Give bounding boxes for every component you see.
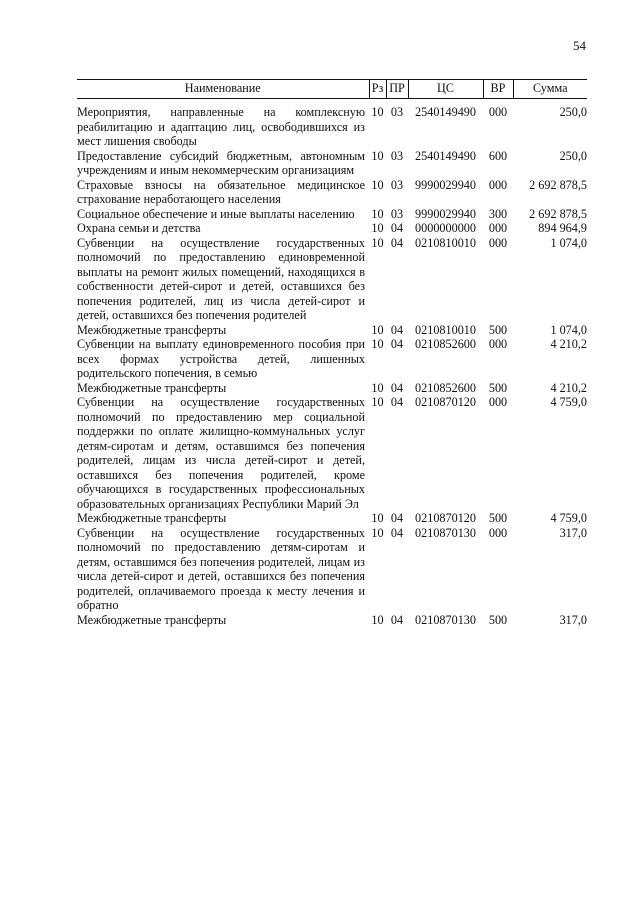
row-cs: 0210870120 <box>415 511 476 525</box>
row-vr: 500 <box>488 322 508 337</box>
row-rz: 10 <box>371 206 384 221</box>
row-vr: 500 <box>488 612 508 627</box>
table-row <box>77 337 587 381</box>
row-cs: 0210852600 <box>415 380 476 395</box>
row-name: Субвенции на осуществление государственных полномочий по предоставлению мер социальной поддержки по оплате жилищно-коммунальных услуг детям-сиротам и детям, оставшимся без попечения родителей, лицам из числа детей-сирот и детей, оставшихся без попечения родителей, кроме обучающихся в государственных профессиональных образовательных организациях Республики Марий Эл <box>77 395 365 511</box>
table-row <box>77 511 587 526</box>
row-vr: 000 <box>488 337 508 351</box>
row-pr: 04 <box>390 221 404 235</box>
row-cs: 0210852600 <box>415 337 476 351</box>
row-pr: 04 <box>390 511 404 525</box>
row-pr: 04 <box>390 235 404 250</box>
table-row <box>77 149 587 178</box>
row-name: Межбюджетные трансферты <box>77 380 227 395</box>
row-pr: 04 <box>390 525 404 540</box>
row-sum: 317,0 <box>559 525 587 540</box>
header-rz: Рз <box>369 80 386 99</box>
row-cs: 9990029940 <box>415 206 476 221</box>
header-cs: ЦС <box>408 80 483 99</box>
row-rz: 10 <box>371 148 384 163</box>
row-sum: 317,0 <box>559 612 587 627</box>
row-vr: 300 <box>488 206 508 221</box>
row-name: Межбюджетные трансферты <box>77 511 227 525</box>
row-sum: 1 074,0 <box>550 235 587 250</box>
row-rz: 10 <box>371 105 384 119</box>
row-name: Субвенции на осуществление государственных полномочий по предоставлению детям-сиротам и детям, оставшимся без попечения родителей, лицам из числа детей-сирот и детей, оставшихся без попечения родителей, оплачиваемого проезда к месту лечения и обратно <box>77 525 365 612</box>
row-cs: 0210870130 <box>415 525 476 540</box>
row-vr: 000 <box>488 395 508 409</box>
row-sum: 4 210,2 <box>550 380 587 395</box>
row-sum: 2 692 878,5 <box>529 206 587 221</box>
header-vr: ВР <box>483 80 513 99</box>
row-sum: 1 074,0 <box>550 322 587 337</box>
row-rz: 10 <box>371 380 384 395</box>
table-header-row <box>77 80 587 99</box>
page-number: 54 <box>573 38 586 53</box>
row-rz: 10 <box>371 322 384 337</box>
budget-table <box>77 79 587 627</box>
row-name: Межбюджетные трансферты <box>77 322 227 337</box>
header-name: Наименование <box>77 80 369 99</box>
table-row <box>77 381 587 396</box>
row-rz: 10 <box>371 235 384 250</box>
row-rz: 10 <box>371 511 384 525</box>
row-rz: 10 <box>371 612 384 627</box>
table-row <box>77 99 587 149</box>
table-row <box>77 178 587 207</box>
row-name: Страховые взносы на обязательное медицинское страхование неработающего населения <box>77 177 365 206</box>
row-cs: 0210810010 <box>415 235 476 250</box>
row-cs: 0210870130 <box>415 612 476 627</box>
row-rz: 10 <box>371 337 384 351</box>
row-sum: 2 692 878,5 <box>529 177 587 192</box>
row-pr: 03 <box>390 177 404 192</box>
row-sum: 250,0 <box>559 105 587 119</box>
row-pr: 04 <box>390 380 404 395</box>
row-name: Субвенции на выплату единовременного пособия при всех формах устройства детей, лишенных родительского попечения, в семью <box>77 337 365 380</box>
row-sum: 894 964,9 <box>538 221 587 235</box>
table-row <box>77 236 587 323</box>
table-row <box>77 613 587 628</box>
row-name: Предоставление субсидий бюджетным, автономным учреждениям и иным некоммерческим организациям <box>77 148 365 177</box>
row-cs: 2540149490 <box>415 148 476 163</box>
row-name: Охрана семьи и детства <box>77 221 201 235</box>
row-rz: 10 <box>371 395 384 409</box>
row-pr: 03 <box>390 105 404 119</box>
table-row <box>77 526 587 613</box>
table-row <box>77 323 587 338</box>
row-rz: 10 <box>371 221 384 235</box>
row-sum: 4 759,0 <box>550 511 587 525</box>
row-pr: 03 <box>390 148 404 163</box>
row-cs: 0210870120 <box>415 395 476 409</box>
row-vr: 000 <box>488 221 508 235</box>
row-vr: 000 <box>488 105 508 119</box>
table-row <box>77 207 587 222</box>
header-sum: Сумма <box>513 80 587 99</box>
row-rz: 10 <box>371 525 384 540</box>
row-vr: 000 <box>488 177 508 192</box>
row-pr: 04 <box>390 612 404 627</box>
row-name: Межбюджетные трансферты <box>77 612 227 627</box>
row-name: Мероприятия, направленные на комплексную реабилитацию и адаптацию лиц, освободившихся из мест лишения свободы <box>77 105 365 148</box>
row-rz: 10 <box>371 177 384 192</box>
row-vr: 000 <box>488 235 508 250</box>
table-row <box>77 395 587 511</box>
row-pr: 04 <box>390 322 404 337</box>
row-vr: 500 <box>488 511 508 525</box>
row-vr: 500 <box>488 380 508 395</box>
row-cs: 0000000000 <box>415 221 476 235</box>
header-pr: ПР <box>386 80 408 99</box>
row-vr: 600 <box>488 148 508 163</box>
row-name: Социальное обеспечение и иные выплаты населению <box>77 206 355 221</box>
row-cs: 0210810010 <box>415 322 476 337</box>
row-sum: 4 759,0 <box>550 395 587 409</box>
row-sum: 4 210,2 <box>550 337 587 351</box>
row-cs: 2540149490 <box>415 105 476 119</box>
row-name: Субвенции на осуществление государственных полномочий по предоставлению единовременной выплаты на ремонт жилых помещений, находящихся в собственности детей-сирот и детей, оставшихся без попечения родителей, лиц из числа детей-сирот и детей, оставшихся без попечения родителей <box>77 235 365 322</box>
row-cs: 9990029940 <box>415 177 476 192</box>
row-pr: 04 <box>390 337 404 351</box>
row-pr: 03 <box>390 206 404 221</box>
row-vr: 000 <box>488 525 508 540</box>
table-row <box>77 221 587 236</box>
row-sum: 250,0 <box>559 148 587 163</box>
row-pr: 04 <box>390 395 404 409</box>
